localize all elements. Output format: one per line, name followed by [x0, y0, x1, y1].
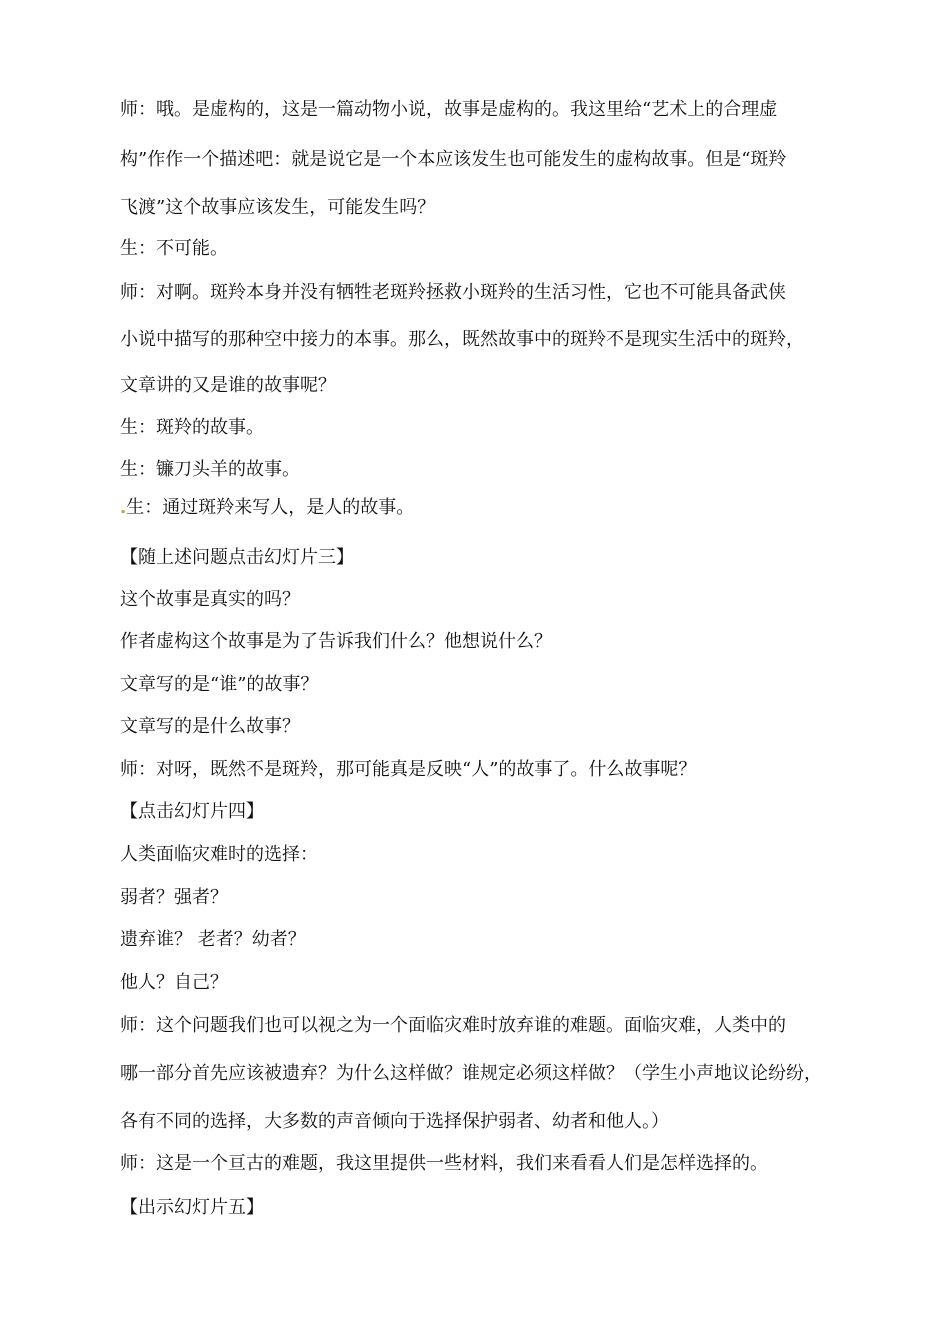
text-line: 弱者？强者？ [120, 887, 228, 908]
slide-heading: 【出示幻灯片五】 [120, 1197, 264, 1218]
text-line: 哪一部分首先应该被遗弃？为什么这样做？谁规定必须这样做？（学生小声地议论纷纷， [120, 1063, 822, 1084]
text-line: 他人？自己？ [120, 972, 228, 993]
text-line-with-marker [120, 496, 414, 520]
text-line: 构”作作一个描述吧：就是说它是一个本应该发生也可能发生的虚构故事。但是“斑羚 [120, 149, 787, 170]
text-line: 生：通过斑羚来写人，是人的故事。 [126, 497, 415, 518]
text-line: 作者虚构这个故事是为了告诉我们什么？他想说什么？ [120, 631, 552, 652]
text-line: 小说中描写的那种空中接力的本事。那么，既然故事中的斑羚不是现实生活中的斑羚， [120, 329, 804, 350]
text-line: 文章写的是什么故事？ [120, 716, 300, 737]
text-line: 各有不同的选择，大多数的声音倾向于选择保护弱者、幼者和他人。） [120, 1111, 669, 1132]
text-line: 生：镰刀头羊的故事。 [120, 459, 300, 480]
text-line: 师：哦。是虚构的，这是一篇动物小说，故事是虚构的。我这里给“艺术上的合理虚 [120, 99, 778, 120]
text-line: 遗弃谁？ 老者？幼者？ [120, 929, 306, 950]
text-line: 文章写的是“谁”的故事？ [120, 674, 319, 695]
slide-heading: 【点击幻灯片四】 [120, 801, 264, 822]
slide-heading: 【随上述问题点击幻灯片三】 [120, 547, 354, 568]
text-line: 人类面临灾难时的选择： [120, 844, 318, 865]
text-line: 师：这是一个亘古的难题，我这里提供一些材料，我们来看看人们是怎样选择的。 [120, 1153, 768, 1174]
text-line: 生：斑羚的故事。 [120, 417, 264, 438]
text-line: 师：这个问题我们也可以视之为一个面临灾难时放弃谁的难题。面临灾难，人类中的 [120, 1015, 786, 1036]
text-line: 文章讲的又是谁的故事呢？ [120, 375, 336, 396]
text-line: 飞渡”这个故事应该发生，可能发生吗？ [120, 197, 436, 218]
bullet-marker: . [120, 497, 127, 518]
text-line: 这个故事是真实的吗？ [120, 589, 300, 610]
text-line: 师：对呀，既然不是斑羚，那可能真是反映“人”的故事了。什么故事呢？ [120, 759, 697, 780]
text-line: 生：不可能。 [120, 238, 228, 259]
text-line: 师：对啊。斑羚本身并没有牺牲老斑羚拯救小斑羚的生活习性，它也不可能具备武侠 [120, 282, 786, 303]
